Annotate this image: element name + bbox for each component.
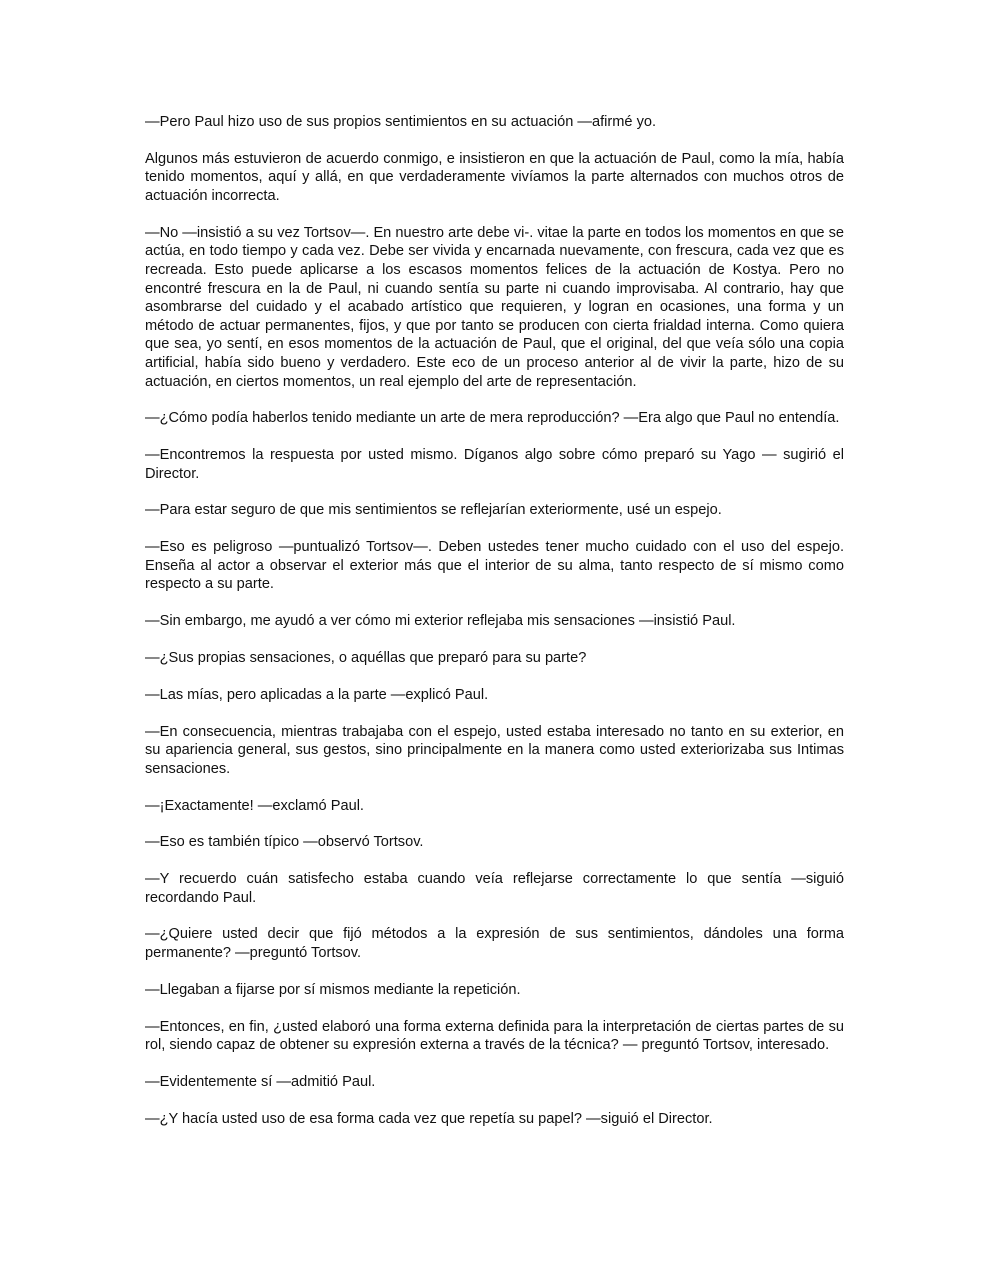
- paragraph: —Eso es también típico —observó Tortsov.: [145, 834, 424, 851]
- paragraph: —Eso es peligroso —puntualizó Tortsov—. Deben ustedes tener mucho cuidado con el uso del espejo. Enseña al actor a observar el exterior más que el interior de su alma, tanto respecto de sí mismo como respecto a su parte.: [145, 539, 844, 593]
- paragraph: —Evidentemente sí —admitió Paul.: [145, 1073, 376, 1090]
- paragraph: Algunos más estuvieron de acuerdo conmigo, e insistieron en que la actuación de Paul, como la mía, había tenido momentos, aquí y allá, en que verdaderamente vivíamos la parte alternados con muchos otros de actuación incorrecta.: [145, 150, 844, 204]
- paragraph: —Llegaban a fijarse por sí mismos mediante la repetición.: [145, 981, 521, 998]
- paragraph: —Para estar seguro de que mis sentimientos se reflejarían exteriormente, usé un espejo.: [145, 502, 722, 519]
- paragraph: —¿Quiere usted decir que fijó métodos a la expresión de sus sentimientos, dándoles una forma permanente? —preguntó Tortsov.: [145, 926, 844, 962]
- paragraph: —¡Exactamente! —exclamó Paul.: [145, 797, 364, 814]
- paragraph: —¿Cómo podía haberlos tenido mediante un arte de mera reproducción? —Era algo que Paul no entendía.: [145, 410, 840, 427]
- paragraph: —Entonces, en fin, ¿usted elaboró una forma externa definida para la interpretación de ciertas partes de su rol, siendo capaz de obtener su expresión externa a través de la técnica? — preguntó Tortsov, interesado.: [145, 1018, 844, 1054]
- paragraph: —Encontremos la respuesta por usted mismo. Díganos algo sobre cómo preparó su Yago — sugirió el Director.: [145, 447, 844, 482]
- paragraph: —Las mías, pero aplicadas a la parte —explicó Paul.: [145, 686, 489, 703]
- paragraph: —En consecuencia, mientras trabajaba con el espejo, usted estaba interesado no tanto en su exterior, en su apariencia general, sus gestos, sino principalmente en la manera como usted exteriorizaba sus Intimas sensaciones.: [145, 723, 844, 777]
- document-page: [145, 113, 844, 1147]
- paragraph: —Sin embargo, me ayudó a ver cómo mi exterior reflejaba mis sensaciones —insistió Paul.: [145, 613, 736, 630]
- paragraph: —¿Sus propias sensaciones, o aquéllas que preparó para su parte?: [145, 649, 587, 666]
- paragraph: —Pero Paul hizo uso de sus propios sentimientos en su actuación —afirmé yo.: [145, 114, 657, 130]
- paragraph: —No —insistió a su vez Tortsov—. En nuestro arte debe vi-. vitae la parte en todos los momentos en que se actúa, en todo tiempo y cada vez. Debe ser vivida y encarnada nuevamente, con frescura, cada vez que es recreada. Esto puede aplicarse a los escasos momentos felices de la actuación de Kostya. Pero no encontré frescura en la de Paul, ni cuando sentía su parte ni cuando improvisaba. Al contrario, hay que asombrarse del cuidado y el acabado artístico que requieren, y logran en ocasiones, una forma y un método de actuar permanentes, fijos, y que por tanto se producen con cierta frialdad interna. Como quiera que sea, yo sentí, en esos momentos de la actuación de Paul, que el original, del que veía sólo una copia artificial, había sido bueno y verdadero. Este eco de un proceso anterior al de vivir la parte, hizo de su actuación, en ciertos momentos, un real ejemplo del arte de representación.: [145, 224, 844, 390]
- paragraph: —¿Y hacía usted uso de esa forma cada vez que repetía su papel? —siguió el Director.: [145, 1110, 713, 1127]
- paragraph: —Y recuerdo cuán satisfecho estaba cuando veía reflejarse correctamente lo que sentía —siguió recordando Paul.: [145, 871, 844, 906]
